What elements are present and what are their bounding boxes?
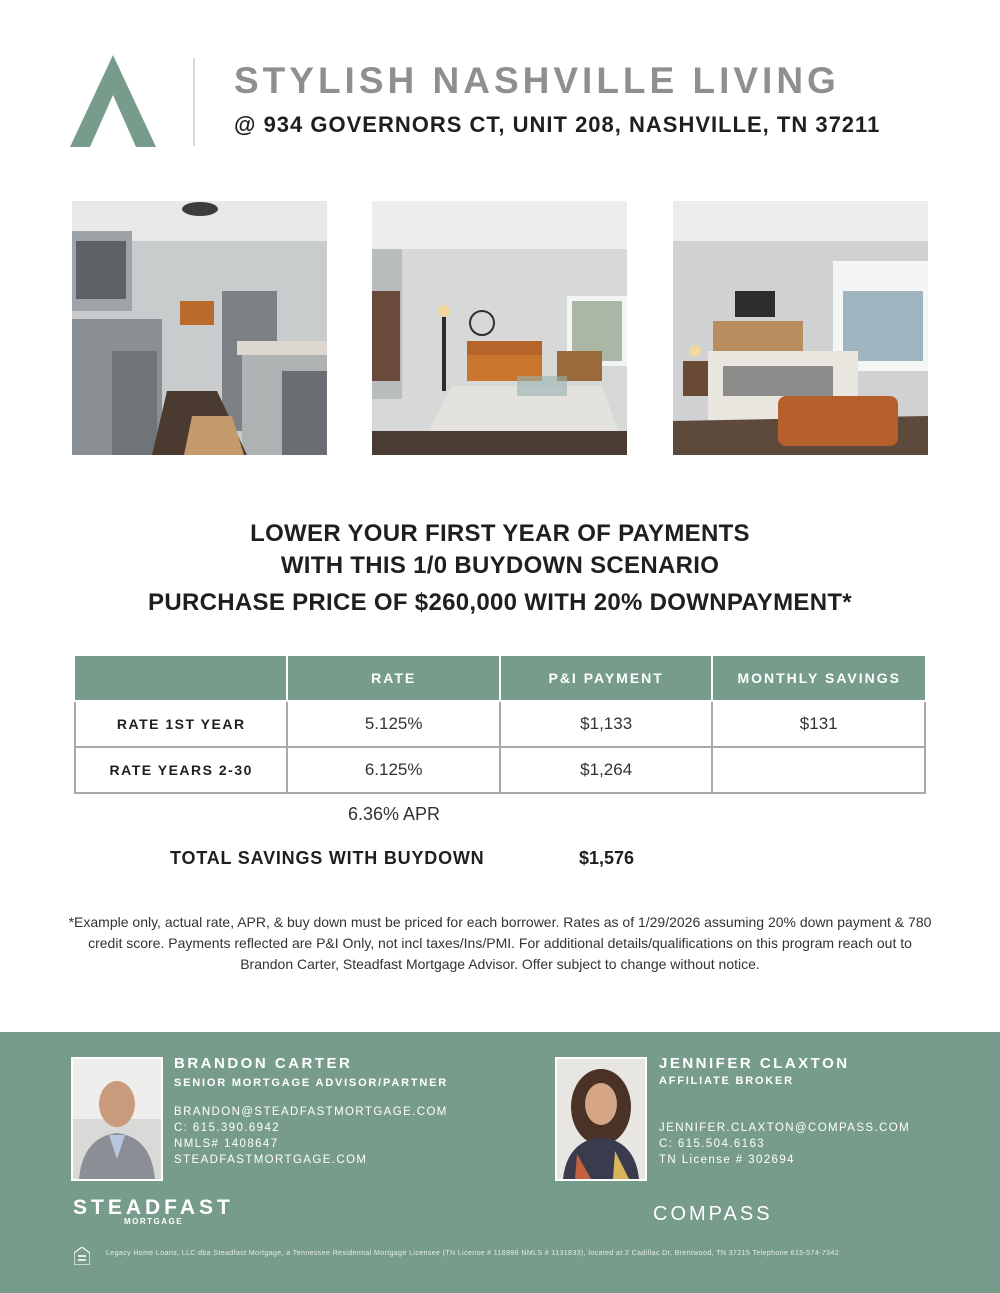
jennifer-role: AFFILIATE BROKER [659, 1075, 794, 1087]
jennifer-name: JENNIFER CLAXTON [659, 1055, 850, 1072]
bedroom-photo [673, 201, 928, 455]
brandon-website-link[interactable]: STEADFASTMORTGAGE.COM [174, 1154, 368, 1166]
payment-cell: $1,133 [500, 701, 713, 747]
table-header-cell: P&I PAYMENT [500, 655, 713, 701]
jennifer-phone[interactable]: C: 615.504.6163 [659, 1138, 766, 1150]
brandon-headshot [71, 1057, 163, 1181]
rate-cell: 6.125% [287, 747, 499, 793]
headline-line-3: PURCHASE PRICE OF $260,000 WITH 20% DOWNPAYMENT* [148, 589, 852, 616]
page-title: STYLISH NASHVILLE LIVING [234, 60, 840, 101]
kitchen-photo [72, 201, 327, 455]
row-label: RATE YEARS 2-30 [75, 747, 287, 793]
savings-cell [712, 747, 925, 793]
brandon-nmls: NMLS# 1408647 [174, 1138, 279, 1150]
jennifer-license: TN License # 302694 [659, 1154, 795, 1166]
header-divider [193, 58, 195, 146]
brandon-name: BRANDON CARTER [174, 1055, 353, 1072]
table-row [75, 701, 925, 747]
brandon-phone[interactable]: C: 615.390.6942 [174, 1122, 281, 1134]
total-savings-value: $1,576 [579, 848, 635, 868]
table-header-cell: MONTHLY SAVINGS [712, 655, 925, 701]
steadfast-logo-sub: MORTGAGE [124, 1217, 184, 1226]
steadfast-logo: STEADFAST [73, 1196, 234, 1219]
table-header-cell: RATE [287, 655, 499, 701]
apr-value: 6.36% APR [348, 804, 441, 824]
brandon-email-link[interactable]: BRANDON@STEADFASTMORTGAGE.COM [174, 1106, 448, 1118]
jennifer-headshot [555, 1057, 647, 1181]
savings-cell: $131 [712, 701, 925, 747]
legal-disclosure: Legacy Home Loans, LLC dba Steadfast Mortgage, a Tennessee Residential Mortgage Licensee (TN License # 116996 NMLS # 1131833), located at 2 Cadillac Dr, Brentwood, TN 37215 Telephone 615-574-7342. [106, 1250, 842, 1257]
table-header-cell [75, 655, 287, 701]
rate-cell: 5.125% [287, 701, 499, 747]
property-address: @ 934 GOVERNORS CT, UNIT 208, NASHVILLE, TN 37211 [234, 112, 881, 137]
buydown-rate-table [74, 654, 926, 794]
brandon-role: SENIOR MORTGAGE ADVISOR/PARTNER [174, 1077, 448, 1089]
compass-logo: COMPASS [653, 1203, 773, 1225]
headline-line-2: WITH THIS 1/0 BUYDOWN SCENARIO [280, 552, 720, 579]
row-label: RATE 1ST YEAR [75, 701, 287, 747]
total-savings-label: TOTAL SAVINGS WITH BUYDOWN [170, 848, 485, 868]
brand-logo-icon [70, 55, 156, 147]
disclaimer-text: *Example only, actual rate, APR, & buy down must be priced for each borrower. Rates as of 1/29/2026 assuming 20% down payment & 780 credit score. Payments reflected are P&I Only, not incl taxes/Ins/PMI. For additional details/qualifications on this program reach out to Brandon Carter, Steadfast Mortgage Advisor. Offer subject to change without notice. [68, 914, 932, 972]
payment-cell: $1,264 [500, 747, 713, 793]
headline-line-1: LOWER YOUR FIRST YEAR OF PAYMENTS [250, 520, 750, 547]
table-row [75, 747, 925, 793]
table-header-row [75, 655, 925, 701]
equal-housing-icon [74, 1247, 90, 1265]
jennifer-email-link[interactable]: JENNIFER.CLAXTON@COMPASS.COM [659, 1122, 911, 1134]
living-room-photo [372, 201, 627, 455]
